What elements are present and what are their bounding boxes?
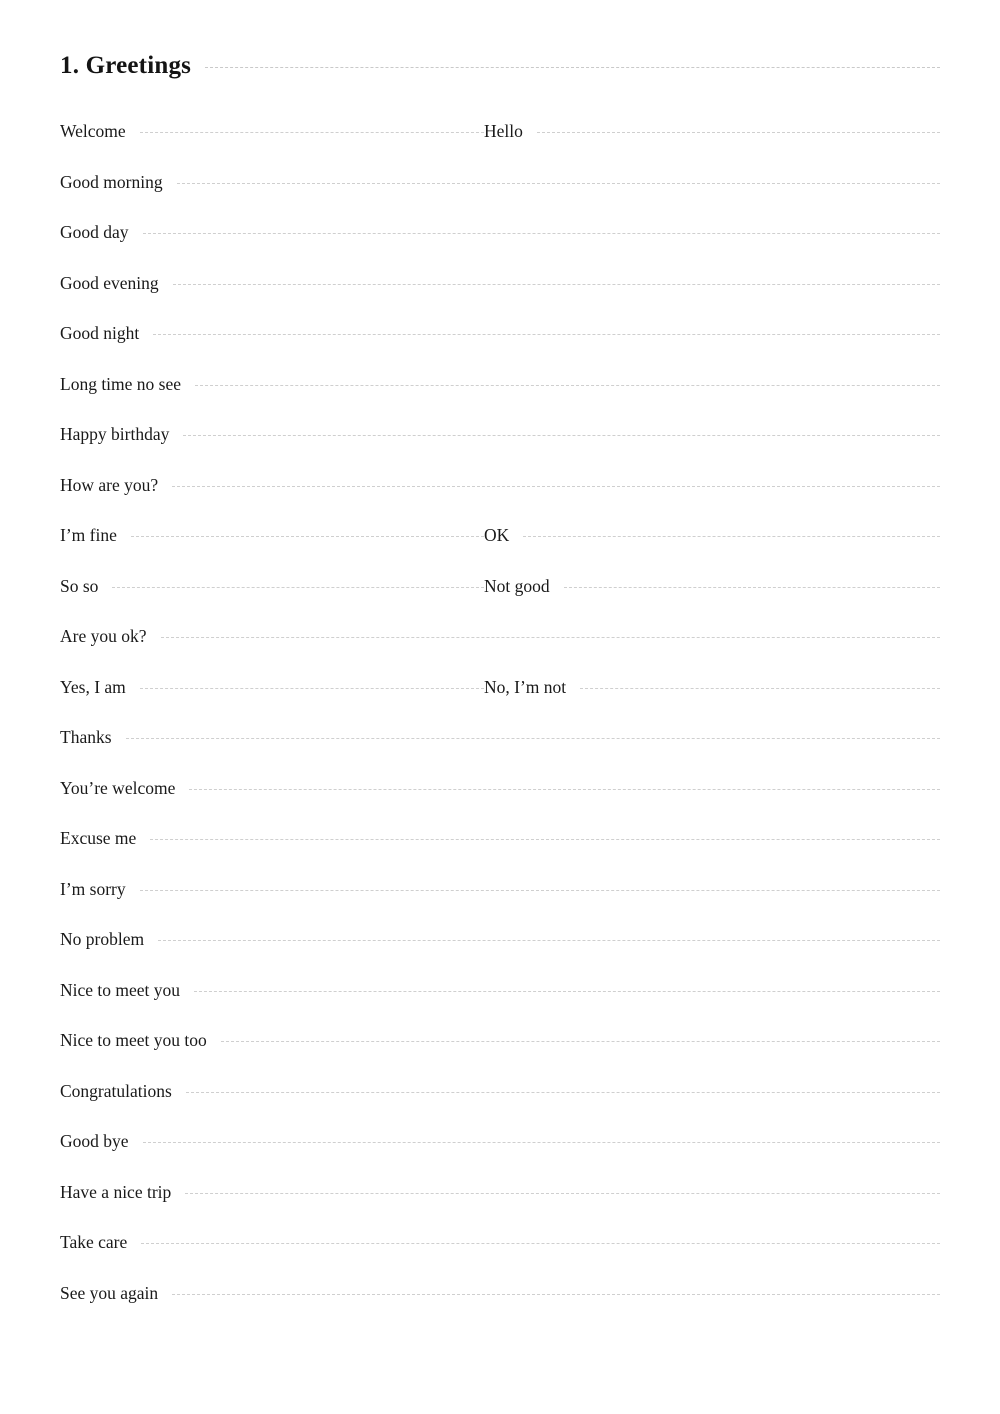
phrase-entry-right [484, 678, 940, 697]
phrase-label: Good night [60, 323, 140, 343]
phrase-row [60, 375, 940, 426]
phrase-entry-left [60, 930, 940, 949]
write-in-line[interactable] [150, 839, 940, 840]
write-in-line[interactable] [523, 536, 940, 537]
phrase-entry-left [60, 1082, 940, 1101]
phrase-entry-right [484, 526, 940, 545]
phrase-label: Nice to meet you [60, 979, 181, 1000]
phrase-row [60, 223, 940, 274]
phrase-label: Good bye [60, 1131, 129, 1151]
phrase-entry-left [60, 425, 940, 444]
write-in-line[interactable] [126, 738, 940, 739]
phrase-label: See you again [60, 1282, 159, 1303]
phrase-label: Congratulations [60, 1080, 172, 1101]
phrase-entry-left [60, 1183, 940, 1202]
phrase-label: Not good [484, 575, 550, 596]
phrase-entry-left [60, 1284, 940, 1303]
phrase-entry-left [60, 678, 484, 697]
write-in-line[interactable] [580, 688, 940, 689]
write-in-line[interactable] [158, 940, 940, 941]
phrase-row [60, 880, 940, 931]
write-in-line[interactable] [173, 284, 940, 285]
phrase-row [60, 577, 940, 628]
phrase-label: I’m fine [60, 525, 117, 545]
phrase-entry-left [60, 476, 940, 495]
phrase-row [60, 1183, 940, 1234]
write-in-line[interactable] [131, 536, 484, 537]
phrase-row [60, 1233, 940, 1284]
phrase-row [60, 173, 940, 224]
phrase-label: Excuse me [60, 828, 137, 848]
phrase-label: No problem [60, 929, 145, 949]
phrase-row [60, 425, 940, 476]
phrase-label: Yes, I am [60, 676, 126, 697]
phrase-label: Nice to meet you too [60, 1030, 207, 1050]
phrase-row [60, 981, 940, 1032]
write-in-line[interactable] [186, 1092, 940, 1093]
phrase-label: So so [60, 575, 99, 596]
phrase-entry-left [60, 728, 940, 747]
phrase-row [60, 627, 940, 678]
phrase-label: Hello [484, 121, 523, 141]
phrase-row [60, 829, 940, 880]
phrase-label: Good morning [60, 171, 163, 192]
phrase-label: You’re welcome [60, 777, 176, 798]
write-in-line[interactable] [140, 688, 484, 689]
phrase-entry-left [60, 627, 940, 646]
phrase-entry-left [60, 122, 484, 141]
phrase-label: Happy birthday [60, 424, 170, 444]
write-in-line[interactable] [189, 789, 940, 790]
phrase-label: Welcome [60, 121, 126, 141]
write-in-line[interactable] [183, 435, 940, 436]
phrase-label: Good day [60, 222, 129, 242]
phrase-row [60, 324, 940, 375]
phrase-row [60, 526, 940, 577]
phrase-entry-left [60, 829, 940, 848]
phrase-entry-right [484, 577, 940, 596]
write-in-line[interactable] [153, 334, 940, 335]
phrase-row [60, 1284, 940, 1335]
write-in-line[interactable] [143, 233, 940, 234]
phrase-label: Have a nice trip [60, 1181, 172, 1202]
phrase-row [60, 1082, 940, 1133]
write-in-line[interactable] [195, 385, 940, 386]
phrase-row [60, 476, 940, 527]
phrase-entry-left [60, 981, 940, 1000]
write-in-line[interactable] [177, 183, 940, 184]
phrase-entry-left [60, 324, 940, 343]
page-title-text: 1. Greetings [60, 52, 192, 79]
phrase-row [60, 728, 940, 779]
phrase-list [60, 122, 940, 1334]
write-in-line[interactable] [143, 1142, 940, 1143]
phrase-entry-left [60, 223, 940, 242]
write-in-line[interactable] [140, 132, 484, 133]
phrase-label: No, I’m not [484, 676, 567, 697]
phrase-entry-left [60, 274, 940, 293]
phrase-row [60, 1031, 940, 1082]
phrase-entry-left [60, 375, 940, 394]
page-title [60, 52, 940, 80]
phrase-label: Take care [60, 1232, 128, 1252]
phrase-row [60, 779, 940, 830]
phrase-entry-left [60, 1031, 940, 1050]
title-rule [205, 67, 940, 68]
phrase-entry-left [60, 1132, 940, 1151]
write-in-line[interactable] [141, 1243, 940, 1244]
phrase-label: Are you ok? [60, 626, 147, 646]
phrase-label: I’m sorry [60, 878, 126, 899]
phrase-row [60, 274, 940, 325]
phrase-row [60, 1132, 940, 1183]
write-in-line[interactable] [161, 637, 940, 638]
phrase-entry-right [484, 122, 940, 141]
phrase-row [60, 930, 940, 981]
phrase-entry-left [60, 577, 484, 596]
write-in-line[interactable] [194, 991, 940, 992]
write-in-line[interactable] [112, 587, 484, 588]
phrase-label: How are you? [60, 474, 159, 495]
write-in-line[interactable] [537, 132, 940, 133]
phrase-label: Long time no see [60, 373, 182, 394]
phrase-entry-left [60, 526, 484, 545]
write-in-line[interactable] [172, 486, 940, 487]
phrase-label: OK [484, 525, 510, 545]
write-in-line[interactable] [185, 1193, 940, 1194]
phrase-entry-left [60, 1233, 940, 1252]
phrase-row [60, 678, 940, 729]
write-in-line[interactable] [140, 890, 940, 891]
phrase-entry-left [60, 880, 940, 899]
phrase-entry-left [60, 173, 940, 192]
phrase-label: Good evening [60, 272, 159, 293]
write-in-line[interactable] [564, 587, 940, 588]
write-in-line[interactable] [172, 1294, 940, 1295]
write-in-line[interactable] [221, 1041, 940, 1042]
phrase-entry-left [60, 779, 940, 798]
phrase-row [60, 122, 940, 173]
phrase-label: Thanks [60, 727, 112, 747]
